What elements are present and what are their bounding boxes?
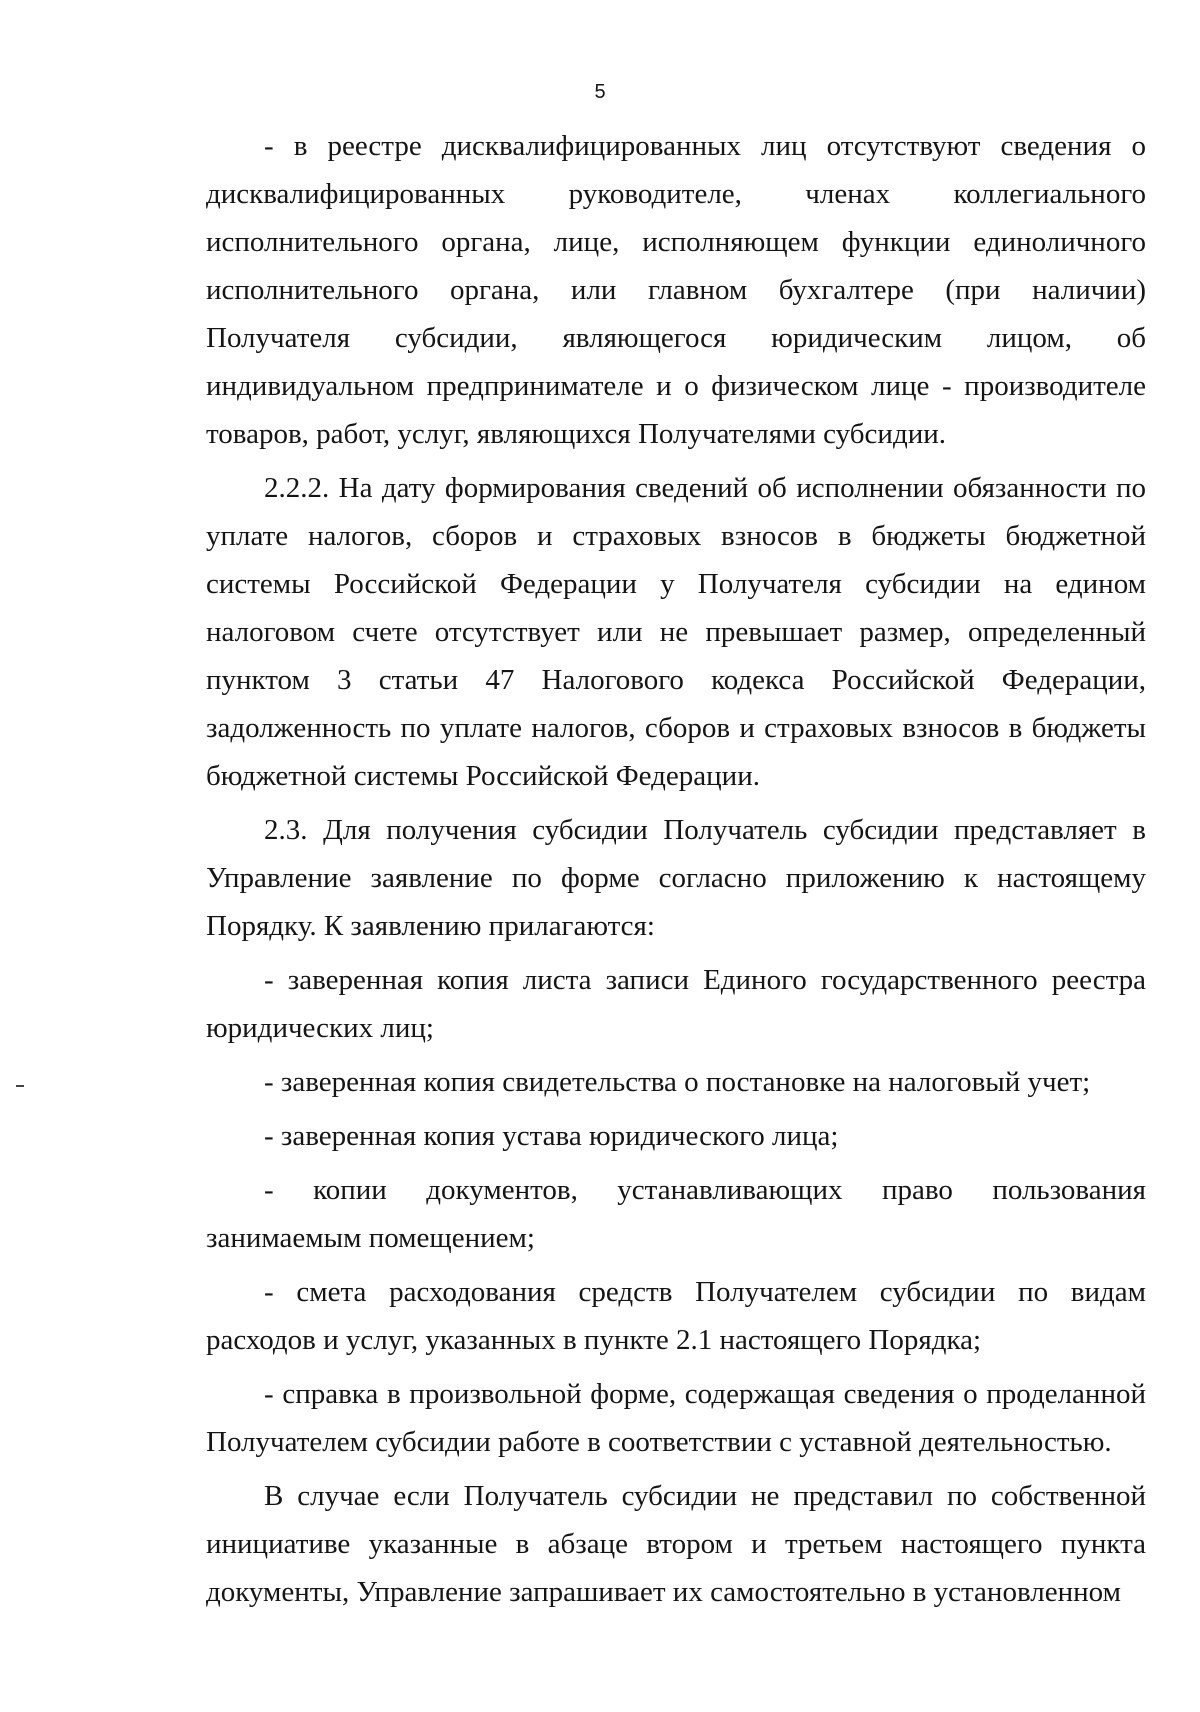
list-item-charter-copy: - заверенная копия устава юридического лица; — [264, 1120, 839, 1152]
list-item-egrul-copy: - заверенная копия листа записи Единого государственного реестра юридических лиц; — [206, 964, 1146, 1044]
paragraph-documents-request: В случае если Получатель субсидии не представил по собственной инициативе указанные в абзаце втором и третьем настоящего пункта документы, Управление запрашивает их самостоятельно в установленном — [206, 1480, 1146, 1608]
list-item-premises-documents: - копии документов, устанавливающих право пользования занимаемым помещением; — [206, 1174, 1146, 1254]
paragraph-2-3: 2.3. Для получения субсидии Получатель субсидии представляет в Управление заявление по форме согласно приложению к настоящему Порядку. К заявлению прилагаются: — [206, 814, 1146, 942]
paragraph-2-2-2: 2.2.2. На дату формирования сведений об исполнении обязанности по уплате налогов, сборов и страховых взносов в бюджеты бюджетной системы Российской Федерации у Получателя субсидии на едином налоговом счете отсутствует или не превышает размер, определенный пунктом 3 статьи 47 Налогового кодекса Российской Федерации, задолженность по уплате налогов, сборов и страховых взносов в бюджеты бюджетной системы Российской Федерации. — [206, 472, 1146, 792]
document-body — [206, 122, 1146, 1616]
list-item-expense-estimate: - смета расходования средств Получателем субсидии по видам расходов и услуг, указанных в пункте 2.1 настоящего Порядка; — [206, 1276, 1146, 1356]
list-item-tax-registration-copy: - заверенная копия свидетельства о постановке на налоговый учет; — [264, 1066, 1091, 1098]
list-item-work-certificate: - справка в произвольной форме, содержащая сведения о проделанной Получателем субсидии работе в соответствии с уставной деятельностью. — [206, 1378, 1146, 1458]
paragraph-disqualified-registry: - в реестре дисквалифицированных лиц отсутствуют сведения о дисквалифицированных руководителе, членах коллегиального исполнительного органа, лице, исполняющем функции единоличного исполнительного органа, или главном бухгалтере (при наличии) Получателя субсидии, являющегося юридическим лицом, об индивидуальном предпринимателе и о физическом лице - производителе товаров, работ, услуг, являющихся Получателями субсидии. — [206, 130, 1146, 450]
page-number: 5 — [594, 81, 606, 103]
scan-mark — [16, 1085, 24, 1087]
